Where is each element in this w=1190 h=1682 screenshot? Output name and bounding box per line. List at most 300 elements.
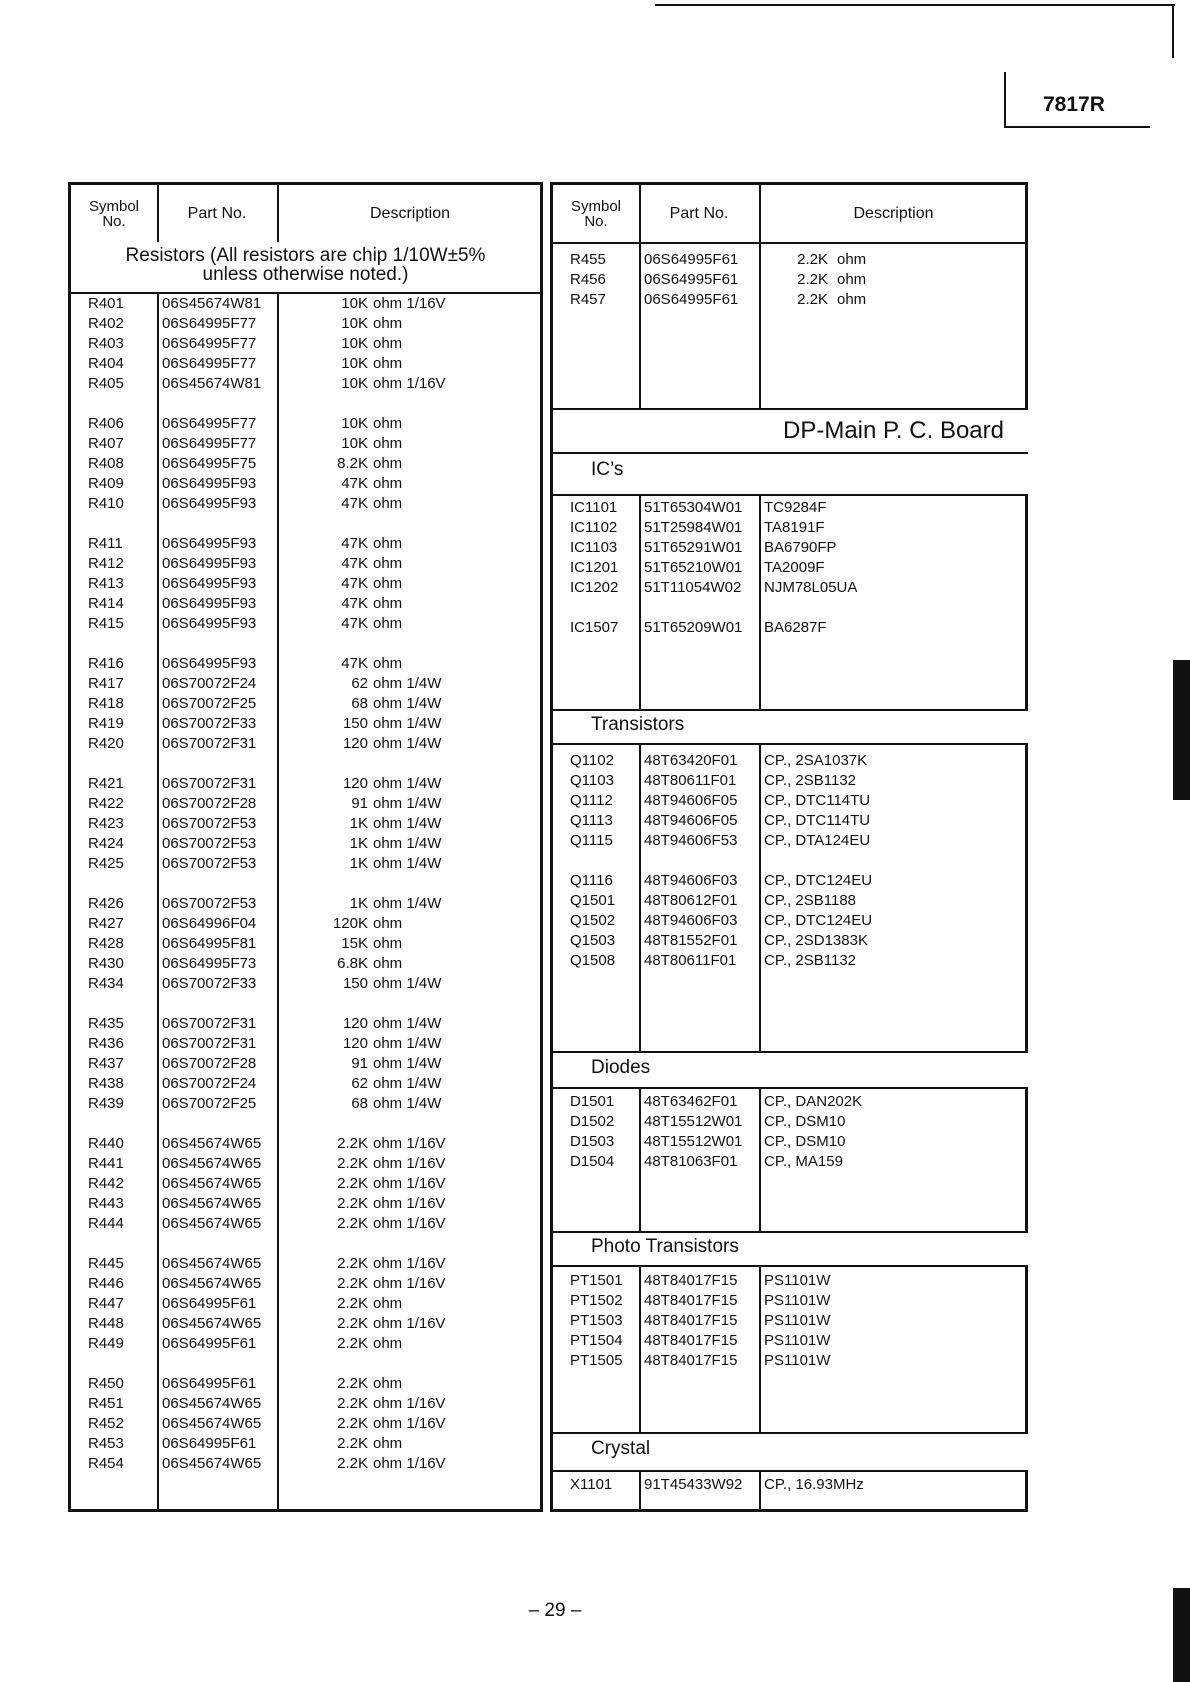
description-cell: TC9284F <box>764 499 827 516</box>
part-no-cell: 48T84017F15 <box>644 1332 738 1349</box>
unit-cell: ohm 1/4W <box>373 835 442 852</box>
value-cell: 47K <box>341 495 368 512</box>
description-cell: CP., DTC124EU <box>764 912 873 929</box>
part-no-cell: 51T65304W01 <box>644 499 743 516</box>
part-no-cell: 06S64995F61 <box>644 291 739 308</box>
unit-cell: ohm 1/4W <box>373 1015 442 1032</box>
symbol-cell: R422 <box>88 795 124 812</box>
symbol-cell: R449 <box>88 1335 124 1352</box>
value-cell: 62 <box>351 675 368 692</box>
part-no-cell: 06S45674W65 <box>162 1195 262 1212</box>
part-no-cell: 06S70072F31 <box>162 775 257 792</box>
value-cell: 8.2K <box>337 455 368 472</box>
unit-cell: ohm 1/16V <box>373 1455 446 1472</box>
part-no-cell: 06S45674W65 <box>162 1395 262 1412</box>
value-cell: 47K <box>341 535 368 552</box>
part-no-cell: 06S45674W65 <box>162 1315 262 1332</box>
column-divider <box>759 185 761 1509</box>
unit-cell: ohm <box>373 435 403 452</box>
unit-cell: ohm <box>373 555 403 572</box>
part-no-cell: 06S70072F24 <box>162 1075 257 1092</box>
value-cell: 2.2K <box>797 251 828 268</box>
unit-cell: ohm <box>373 595 403 612</box>
unit-cell: ohm 1/16V <box>373 1395 446 1412</box>
symbol-cell: R435 <box>88 1015 124 1032</box>
value-cell: 2.2K <box>337 1275 368 1292</box>
symbol-cell: R448 <box>88 1315 124 1332</box>
part-no-cell: 48T94606F03 <box>644 872 738 889</box>
part-no-cell: 48T84017F15 <box>644 1292 738 1309</box>
part-no-cell: 06S64995F93 <box>162 475 257 492</box>
value-cell: 2.2K <box>337 1175 368 1192</box>
header-description: Description <box>369 204 451 222</box>
value-cell: 2.2K <box>337 1435 368 1452</box>
part-no-cell: 06S70072F31 <box>162 1015 257 1032</box>
symbol-cell: R424 <box>88 835 124 852</box>
unit-cell: ohm <box>837 271 867 288</box>
unit-cell: ohm <box>373 955 403 972</box>
part-no-cell: 06S64995F93 <box>162 655 257 672</box>
symbol-cell: Q1113 <box>570 812 613 829</box>
value-cell: 47K <box>341 575 368 592</box>
unit-cell: ohm 1/16V <box>373 1415 446 1432</box>
part-no-cell: 06S64995F61 <box>162 1295 257 1312</box>
part-no-cell: 48T94606F05 <box>644 812 738 829</box>
part-no-cell: 06S70072F31 <box>162 735 257 752</box>
description-cell: CP., 2SB1132 <box>764 952 857 969</box>
value-cell: 2.2K <box>337 1155 368 1172</box>
unit-cell: ohm <box>373 915 403 932</box>
value-cell: 68 <box>351 695 368 712</box>
value-cell: 2.2K <box>337 1335 368 1352</box>
edge-mark <box>1173 1588 1190 1682</box>
symbol-cell: R406 <box>88 415 124 432</box>
unit-cell: ohm 1/16V <box>373 1275 446 1292</box>
value-cell: 2.2K <box>797 291 828 308</box>
symbol-cell: D1501 <box>570 1093 615 1110</box>
value-cell: 10K <box>341 435 368 452</box>
unit-cell: ohm <box>373 535 403 552</box>
part-no-cell: 06S64995F93 <box>162 555 257 572</box>
part-no-cell: 48T63462F01 <box>644 1093 738 1110</box>
parts-table-right <box>550 182 1028 1512</box>
symbol-cell: IC1201 <box>570 559 619 576</box>
description-cell: PS1101W <box>764 1272 831 1289</box>
symbol-cell: R452 <box>88 1415 124 1432</box>
unit-cell: ohm 1/16V <box>373 1195 446 1212</box>
symbol-cell: R454 <box>88 1455 124 1472</box>
symbol-cell: R440 <box>88 1135 124 1152</box>
value-cell: 10K <box>341 315 368 332</box>
value-cell: 47K <box>341 595 368 612</box>
unit-cell: ohm <box>373 335 403 352</box>
symbol-cell: IC1507 <box>570 619 619 636</box>
description-cell: PS1101W <box>764 1332 831 1349</box>
part-no-cell: 06S64995F93 <box>162 575 257 592</box>
part-no-cell: 48T80611F01 <box>644 952 737 969</box>
description-cell: CP., MA159 <box>764 1153 843 1170</box>
symbol-cell: R442 <box>88 1175 124 1192</box>
symbol-cell: Q1508 <box>570 952 616 969</box>
part-no-cell: 06S64996F04 <box>162 915 257 932</box>
value-cell: 150 <box>342 715 368 732</box>
symbol-cell: X1101 <box>570 1476 613 1493</box>
value-cell: 1K <box>349 815 368 832</box>
top-rule <box>655 4 1175 6</box>
resistors-section-title <box>71 242 540 294</box>
part-no-cell: 06S70072F25 <box>162 695 257 712</box>
edge-mark <box>1173 660 1190 800</box>
symbol-cell: R457 <box>570 291 606 308</box>
unit-cell: ohm <box>373 315 403 332</box>
unit-cell: ohm 1/4W <box>373 695 442 712</box>
value-cell: 47K <box>341 555 368 572</box>
header-part-no: Part No. <box>187 204 247 222</box>
value-cell: 1K <box>349 855 368 872</box>
value-cell: 15K <box>341 935 368 952</box>
symbol-cell: R444 <box>88 1215 124 1232</box>
part-no-cell: 51T65210W01 <box>644 559 743 576</box>
symbol-cell: R401 <box>88 295 124 312</box>
symbol-cell: R428 <box>88 935 124 952</box>
photo-transistors-title: Photo Transistors <box>591 1236 739 1257</box>
symbol-cell: R430 <box>88 955 124 972</box>
part-no-cell: 06S64995F81 <box>162 935 257 952</box>
value-cell: 150 <box>342 975 368 992</box>
unit-cell: ohm <box>373 495 403 512</box>
part-no-cell: 06S45674W65 <box>162 1175 262 1192</box>
symbol-cell: Q1102 <box>570 752 614 769</box>
description-cell: CP., DAN202K <box>764 1093 863 1110</box>
symbol-cell: R455 <box>570 251 606 268</box>
symbol-cell: R434 <box>88 975 124 992</box>
symbol-cell: R423 <box>88 815 124 832</box>
part-no-cell: 06S70072F25 <box>162 1095 257 1112</box>
value-cell: 2.2K <box>337 1415 368 1432</box>
unit-cell: ohm 1/16V <box>373 1135 446 1152</box>
symbol-cell: R420 <box>88 735 124 752</box>
description-cell: PS1101W <box>764 1292 831 1309</box>
value-cell: 47K <box>341 655 368 672</box>
symbol-cell: R437 <box>88 1055 124 1072</box>
part-no-cell: 06S70072F28 <box>162 1055 257 1072</box>
unit-cell: ohm 1/16V <box>373 295 446 312</box>
part-no-cell: 06S70072F33 <box>162 715 257 732</box>
part-no-cell: 06S64995F77 <box>162 335 257 352</box>
unit-cell: ohm 1/4W <box>373 975 442 992</box>
part-no-cell: 48T80611F01 <box>644 772 737 789</box>
part-no-cell: 48T63420F01 <box>644 752 738 769</box>
value-cell: 91 <box>351 795 368 812</box>
unit-cell: ohm 1/4W <box>373 815 442 832</box>
symbol-cell: R441 <box>88 1155 124 1172</box>
value-cell: 120K <box>332 915 368 932</box>
symbol-cell: R414 <box>88 595 124 612</box>
symbol-cell: R451 <box>88 1395 124 1412</box>
part-no-cell: 06S70072F28 <box>162 795 257 812</box>
value-cell: 120 <box>342 1015 368 1032</box>
part-no-cell: 06S64995F61 <box>162 1435 257 1452</box>
value-cell: 6.8K <box>337 955 368 972</box>
unit-cell: ohm <box>373 575 403 592</box>
part-no-cell: 51T65209W01 <box>644 619 743 636</box>
part-no-cell: 06S70072F53 <box>162 815 257 832</box>
value-cell: 2.2K <box>337 1315 368 1332</box>
unit-cell: ohm 1/4W <box>373 895 442 912</box>
part-no-cell: 06S45674W65 <box>162 1275 262 1292</box>
symbol-cell: R446 <box>88 1275 124 1292</box>
table-header <box>71 185 540 244</box>
description-cell: CP., 2SA1037K <box>764 752 868 769</box>
part-no-cell: 51T25984W01 <box>644 519 743 536</box>
unit-cell: ohm <box>373 1335 403 1352</box>
part-no-cell: 06S64995F77 <box>162 315 257 332</box>
symbol-cell: R412 <box>88 555 124 572</box>
part-no-cell: 06S45674W65 <box>162 1135 262 1152</box>
symbol-cell: PT1502 <box>570 1292 623 1309</box>
unit-cell: ohm <box>373 455 403 472</box>
symbol-cell: PT1503 <box>570 1312 623 1329</box>
unit-cell: ohm 1/4W <box>373 1095 442 1112</box>
value-cell: 2.2K <box>337 1135 368 1152</box>
transistors-title: Transistors <box>591 714 685 735</box>
symbol-cell: R439 <box>88 1095 124 1112</box>
symbol-cell: PT1505 <box>570 1352 623 1369</box>
header-symbol-line1: Symbol <box>570 197 622 215</box>
description-cell: CP., 2SB1132 <box>764 772 857 789</box>
symbol-cell: D1504 <box>570 1153 615 1170</box>
unit-cell: ohm 1/16V <box>373 1255 446 1272</box>
description-cell: CP., DTC114TU <box>764 812 871 829</box>
value-cell: 68 <box>351 1095 368 1112</box>
part-no-cell: 06S64995F77 <box>162 355 257 372</box>
value-cell: 91 <box>351 1055 368 1072</box>
part-no-cell: 51T11054W02 <box>644 579 742 596</box>
value-cell: 2.2K <box>797 271 828 288</box>
description-cell: CP., DSM10 <box>764 1133 846 1150</box>
symbol-cell: IC1102 <box>570 519 618 536</box>
symbol-cell: R418 <box>88 695 124 712</box>
part-no-cell: 06S64995F61 <box>162 1335 257 1352</box>
part-no-cell: 06S70072F53 <box>162 835 257 852</box>
part-no-cell: 48T81063F01 <box>644 1153 738 1170</box>
unit-cell: ohm <box>837 291 867 308</box>
unit-cell: ohm <box>373 655 403 672</box>
unit-cell: ohm 1/4W <box>373 735 442 752</box>
model-number: 7817R <box>1043 93 1105 116</box>
diodes-title: Diodes <box>591 1057 651 1078</box>
unit-cell: ohm <box>373 615 403 632</box>
symbol-cell: R421 <box>88 775 124 792</box>
header-description: Description <box>853 204 934 222</box>
section-rule <box>553 1470 1028 1472</box>
description-cell: CP., 2SD1383K <box>764 932 868 949</box>
part-no-cell: 06S70072F31 <box>162 1035 257 1052</box>
symbol-cell: R410 <box>88 495 124 512</box>
symbol-cell: R417 <box>88 675 124 692</box>
unit-cell: ohm 1/4W <box>373 1035 442 1052</box>
unit-cell: ohm <box>373 415 403 432</box>
description-cell: PS1101W <box>764 1312 831 1329</box>
column-divider <box>639 185 641 1509</box>
unit-cell: ohm <box>373 355 403 372</box>
symbol-cell: R408 <box>88 455 124 472</box>
part-no-cell: 06S70072F24 <box>162 675 257 692</box>
value-cell: 47K <box>341 615 368 632</box>
symbol-cell: R407 <box>88 435 124 452</box>
symbol-cell: D1502 <box>570 1113 615 1130</box>
section-rule <box>553 1265 1028 1267</box>
unit-cell: ohm 1/16V <box>373 1315 446 1332</box>
description-cell: TA2009F <box>764 559 825 576</box>
part-no-cell: 48T94606F03 <box>644 912 738 929</box>
unit-cell: ohm 1/16V <box>373 1155 446 1172</box>
value-cell: 2.2K <box>337 1375 368 1392</box>
symbol-cell: R443 <box>88 1195 124 1212</box>
part-no-cell: 06S45674W65 <box>162 1155 262 1172</box>
value-cell: 2.2K <box>337 1455 368 1472</box>
symbol-cell: Q1103 <box>570 772 614 789</box>
part-no-cell: 06S45674W81 <box>162 375 262 392</box>
page-number: – 29 – <box>528 1600 582 1621</box>
board-title: DP-Main P. C. Board <box>783 417 1004 444</box>
column-divider <box>277 185 279 1509</box>
unit-cell: ohm 1/4W <box>373 1055 442 1072</box>
model-box-bottom <box>1004 126 1150 128</box>
part-no-cell: 51T65291W01 <box>644 539 743 556</box>
symbol-cell: R403 <box>88 335 124 352</box>
unit-cell: ohm 1/16V <box>373 1175 446 1192</box>
value-cell: 10K <box>341 295 368 312</box>
part-no-cell: 06S45674W81 <box>162 295 262 312</box>
part-no-cell: 06S70072F53 <box>162 895 257 912</box>
unit-cell: ohm 1/4W <box>373 1075 442 1092</box>
unit-cell: ohm 1/4W <box>373 795 442 812</box>
value-cell: 2.2K <box>337 1215 368 1232</box>
unit-cell: ohm <box>373 1295 403 1312</box>
description-cell: CP., DTC124EU <box>764 872 873 889</box>
value-cell: 10K <box>341 335 368 352</box>
symbol-cell: R402 <box>88 315 124 332</box>
symbol-cell: R447 <box>88 1295 124 1312</box>
part-no-cell: 06S45674W65 <box>162 1215 262 1232</box>
section-rule <box>553 1087 1028 1089</box>
symbol-cell: R411 <box>88 535 123 552</box>
section-band <box>553 454 1028 494</box>
header-symbol-no <box>553 185 639 242</box>
symbol-cell: R405 <box>88 375 124 392</box>
model-box-left <box>1004 72 1006 126</box>
unit-cell: ohm 1/4W <box>373 715 442 732</box>
value-cell: 1K <box>349 835 368 852</box>
part-no-cell: 06S64995F93 <box>162 495 257 512</box>
symbol-cell: IC1202 <box>570 579 619 596</box>
value-cell: 62 <box>351 1075 368 1092</box>
symbol-cell: R415 <box>88 615 124 632</box>
symbol-cell: Q1115 <box>570 832 613 849</box>
value-cell: 10K <box>341 355 368 372</box>
symbol-cell: R425 <box>88 855 124 872</box>
value-cell: 120 <box>342 775 368 792</box>
part-no-cell: 06S70072F53 <box>162 855 257 872</box>
symbol-cell: R404 <box>88 355 124 372</box>
description-cell: CP., DTA124EU <box>764 832 871 849</box>
symbol-cell: PT1501 <box>570 1272 623 1289</box>
part-no-cell: 48T94606F53 <box>644 832 738 849</box>
header-symbol-line1: Symbol <box>88 197 140 215</box>
unit-cell: ohm 1/4W <box>373 675 442 692</box>
value-cell: 47K <box>341 475 368 492</box>
part-no-cell: 06S64995F75 <box>162 455 257 472</box>
unit-cell: ohm <box>373 1435 403 1452</box>
symbol-cell: IC1103 <box>570 539 618 556</box>
crystal-title: Crystal <box>591 1438 651 1459</box>
unit-cell: ohm <box>373 1375 403 1392</box>
description-cell: BA6287F <box>764 619 827 636</box>
unit-cell: ohm <box>837 251 867 268</box>
part-no-cell: 91T45433W92 <box>644 1476 743 1493</box>
header-symbol-no <box>71 185 157 242</box>
symbol-cell: Q1112 <box>570 792 613 809</box>
value-cell: 2.2K <box>337 1295 368 1312</box>
symbol-cell: R426 <box>88 895 124 912</box>
symbol-cell: R413 <box>88 575 124 592</box>
value-cell: 2.2K <box>337 1395 368 1412</box>
description-cell: TA8191F <box>764 519 825 536</box>
header-symbol-line2: No. <box>584 212 608 230</box>
unit-cell: ohm 1/16V <box>373 1215 446 1232</box>
part-no-cell: 06S45674W65 <box>162 1255 262 1272</box>
value-cell: 2.2K <box>337 1195 368 1212</box>
symbol-cell: Q1502 <box>570 912 616 929</box>
part-no-cell: 06S45674W65 <box>162 1415 262 1432</box>
unit-cell: ohm <box>373 475 403 492</box>
part-no-cell: 48T80612F01 <box>644 892 738 909</box>
part-no-cell: 06S64995F77 <box>162 415 257 432</box>
symbol-cell: R453 <box>88 1435 124 1452</box>
unit-cell: ohm <box>373 935 403 952</box>
symbol-cell: D1503 <box>570 1133 615 1150</box>
unit-cell: ohm 1/16V <box>373 375 446 392</box>
part-no-cell: 48T84017F15 <box>644 1312 738 1329</box>
part-no-cell: 06S64995F73 <box>162 955 257 972</box>
part-no-cell: 06S70072F33 <box>162 975 257 992</box>
symbol-cell: R450 <box>88 1375 124 1392</box>
column-divider <box>157 185 159 1509</box>
symbol-cell: R445 <box>88 1255 124 1272</box>
top-rule-corner <box>1172 4 1174 58</box>
symbol-cell: R427 <box>88 915 124 932</box>
description-cell: CP., 16.93MHz <box>764 1476 864 1493</box>
part-no-cell: 48T15512W01 <box>644 1113 743 1130</box>
part-no-cell: 48T84017F15 <box>644 1272 738 1289</box>
symbol-cell: R416 <box>88 655 124 672</box>
symbol-cell: R436 <box>88 1035 124 1052</box>
symbol-cell: R438 <box>88 1075 124 1092</box>
value-cell: 10K <box>341 415 368 432</box>
ics-title: IC’s <box>591 459 624 480</box>
value-cell: 1K <box>349 895 368 912</box>
symbol-cell: PT1504 <box>570 1332 623 1349</box>
value-cell: 2.2K <box>337 1255 368 1272</box>
unit-cell: ohm 1/4W <box>373 855 442 872</box>
description-cell: BA6790FP <box>764 539 837 556</box>
value-cell: 120 <box>342 1035 368 1052</box>
header-part-no: Part No. <box>669 204 729 222</box>
value-cell: 10K <box>341 375 368 392</box>
part-no-cell: 06S45674W65 <box>162 1455 262 1472</box>
part-no-cell: 48T15512W01 <box>644 1133 743 1150</box>
